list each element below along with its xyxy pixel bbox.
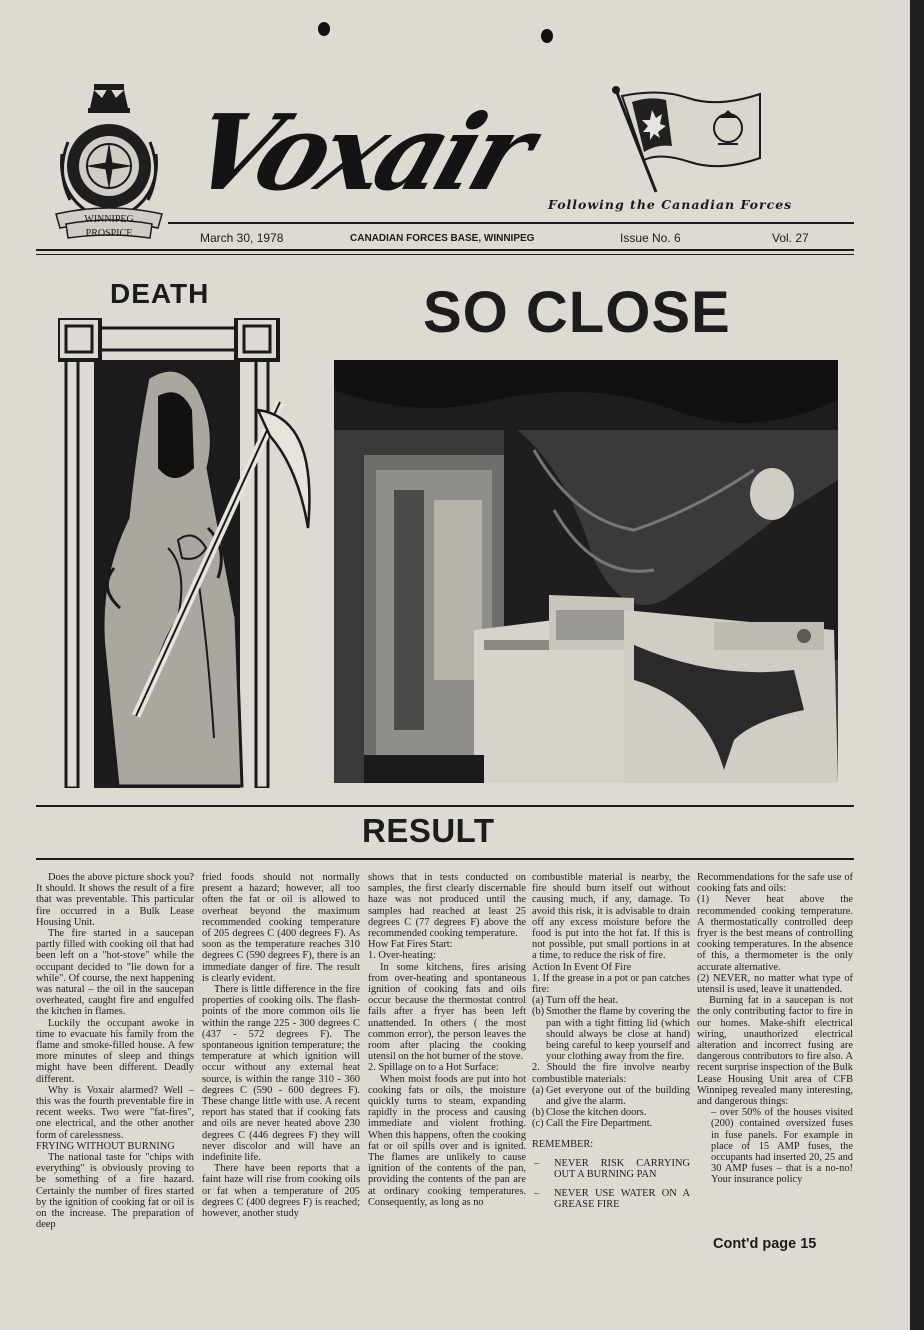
list-item: (a) Get everyone out of the building and give the alarm. (532, 1084, 690, 1108)
subheading: 2. Spillage on to a Hot Surface: (368, 1062, 499, 1074)
paragraph: In some kitchens, fires arising from over-heating and spontaneous ignition of cooking fats and oils occur because the thermostat control fails after a fryer has been left unattended. In others ( the most common error), the person leaves the room after placing the cooking utensil on the hot burner of the stove. (368, 961, 526, 1063)
svg-text:PROSPICE: PROSPICE (85, 228, 133, 239)
list-item: (b) Smother the flame by covering the pan with a tight fitting lid (which should always be close at hand) being careful to keep yourself and your clothing away from the fire. (532, 1006, 690, 1063)
masthead-top-rule (168, 222, 854, 224)
masthead-bottom-rule-thin (36, 254, 854, 255)
paragraph: The fire started in a saucepan partly filled with cooking oil that had been left on a "hot-stove" while the occupant decided to "lie down for a while". Of course, the next happening was natural – the oil in the saucepan overheated, caught fire and engulfed the kitchen in flames. (36, 928, 194, 1018)
masthead-tagline: Following the Canadian Forces (548, 197, 793, 212)
article-column-1 (36, 872, 194, 1231)
list-item: (b) Close the kitchen doors. (532, 1107, 647, 1119)
headline-result: RESULT (362, 812, 495, 849)
paragraph: fried foods should not normally present a hazard; however, all too often the fat or oil is allowed to overheat beyond the maximum recommended cooking temperature of 205 degrees C (400 degrees F). As soon as the temperature reaches 310 degrees C (590 degrees F), there is an immediate danger of fire. The result is clearly evident. (202, 872, 360, 984)
masthead-bottom-rule (36, 249, 854, 251)
canadian-ensign-flag-icon (610, 82, 770, 194)
article-column-2 (202, 872, 360, 1219)
paragraph: shows that in tests conducted on samples, the first clearly discernable haze was not produced until the samples had reached at least 25 degrees C (77 degrees F) above the recommended cooking temperature. (368, 872, 526, 940)
issue-date: March 30, 1978 (200, 231, 284, 245)
result-top-rule (36, 805, 854, 807)
article-column-4 (532, 872, 690, 1211)
punch-hole (318, 22, 330, 36)
headline-so-close: SO CLOSE (423, 280, 731, 345)
list-item: (c) Call the Fire Department. (532, 1118, 653, 1130)
warning-item: – NEVER RISK CARRYING OUT A BURNING PAN (534, 1157, 690, 1181)
article-column-5 (697, 872, 853, 1186)
paragraph: Burning fat in a saucepan is not the only contributing factor to fire in our homes. Make-shift electrical wiring, unauthorized electrical alteration and incorrect fusing are dangerous contributors to fire also. A recent surprise inspection of the Bulk Lease Housing Unit area of CFB Winnipeg revealed many interesting, and dangerous things: (697, 995, 853, 1108)
paragraph: (1) Never heat above the recommended cooking temperature. A thermostatically controlled deep fryer is the best means of controlling cooking temperatures. In the absence of this, a thermometer is the only accurate alternative. (697, 894, 853, 973)
list-intro: 1. If the grease in a pot or pan catches fire: (532, 972, 690, 996)
continued-label: Cont'd page 15 (713, 1236, 817, 1252)
paragraph: Does the above picture shock you? It should. It shows the result of a fire that was preventable. This particular fire occurred in a Bulk Lease Housing Unit. (36, 872, 194, 928)
paragraph: Luckily the occupant awoke in time to evacuate his family from the flame and smoke-filled house. A few more minutes of sleep and things might have been different. Deadly different. (36, 1017, 194, 1085)
paragraph: (2) NEVER, no matter what type of utensil is used, leave it unattended. (697, 972, 853, 996)
article-column-3 (368, 872, 526, 1208)
svg-text:WINNIPEG: WINNIPEG (84, 214, 134, 225)
remember-heading: REMEMBER: (532, 1138, 594, 1150)
warning-item: – NEVER USE WATER ON A GREASE FIRE (534, 1188, 690, 1211)
fire-damaged-kitchen-photo (334, 360, 838, 783)
paragraph: Why is Voxair alarmed? Well – this was the fourth preventable fire in recent weeks. Two were "fat-fires", one electrical, and the other another form of carelessness. (36, 1084, 194, 1141)
result-bottom-rule (36, 858, 854, 860)
grim-reaper-illustration (58, 318, 320, 788)
punch-hole (541, 29, 553, 43)
section-heading: How Fat Fires Start: (368, 939, 453, 951)
voxair-logo: Voxair (175, 91, 544, 214)
paragraph: There is little difference in the fire properties of cooking oils. The flash-points of the more common oils lie within the range 225 - 300 degrees C (437 - 572 degrees F). The spontaneous ignition temperature; the temperature at which ignition will occur without any external heat source, is within the range 310 - 360 degrees C (590 - 600 degrees F). These change little with use. A recent report has stated that if cooking fats and oils are never heated above 230 degrees C (446 degrees F) they will never discolor and will have an indefinite life. (202, 984, 360, 1164)
base-name: CANADIAN FORCES BASE, WINNIPEG (350, 233, 535, 244)
list-item: (a) Turn off the heat. (532, 995, 619, 1007)
section-heading: Action In Event Of Fire (532, 961, 632, 973)
paragraph: – over 50% of the houses visited (200) contained oversized fuses in fuse panels. For example in place of 15 AMP fuses, the occupants had inserted 20, 25 and 30 AMP fuses – that is a no-no! Your insurance policy (711, 1107, 853, 1186)
winnipeg-crest-icon (48, 82, 170, 242)
section-heading: FRYING WITHOUT BURNING (36, 1140, 175, 1152)
list-intro: 2. Should the fire involve nearby combustible materials: (532, 1062, 690, 1085)
volume-number: Vol. 27 (772, 231, 809, 245)
page-edge (910, 0, 924, 1330)
paragraph: There have been reports that a faint haze will rise from cooking oils or fat when a temperature of 205 degrees C (400 degrees F) is reached; however, another study (202, 1163, 360, 1220)
paragraph: When moist foods are put into hot cooking fats or oils, the moisture quickly turns to steam, expanding rapidly in the process and causing immediate and violent frothing. When this happens, often the cooking fat or oil spills over and is ignited. The flames are unlikely to cause ignition of the contents of the pan, providing the contents of the pan are at ordinary cooking temperatures. Consequently, as long as no (368, 1073, 526, 1208)
headline-death: DEATH (110, 278, 210, 309)
paragraph: Recommendations for the safe use of cooking fats and oils: (697, 872, 853, 895)
subheading: 1. Over-heating: (368, 950, 436, 962)
paragraph: combustible material is nearby, the fire should burn itself out without causing much, if any, damage. To avoid this risk, it is advisable to drain off any excess moisture before the food is put into the hot fat. If this is not possible, put small portions in at a time, to reduce the risk of fire. (532, 872, 690, 962)
paragraph: The national taste for "chips with everything" is obviously proving to be something of a fire hazard. Certainly the number of fires started by the ignition of cooking fat or oil is on the increase. The preparation of deep (36, 1152, 194, 1231)
issue-number: Issue No. 6 (620, 231, 681, 245)
